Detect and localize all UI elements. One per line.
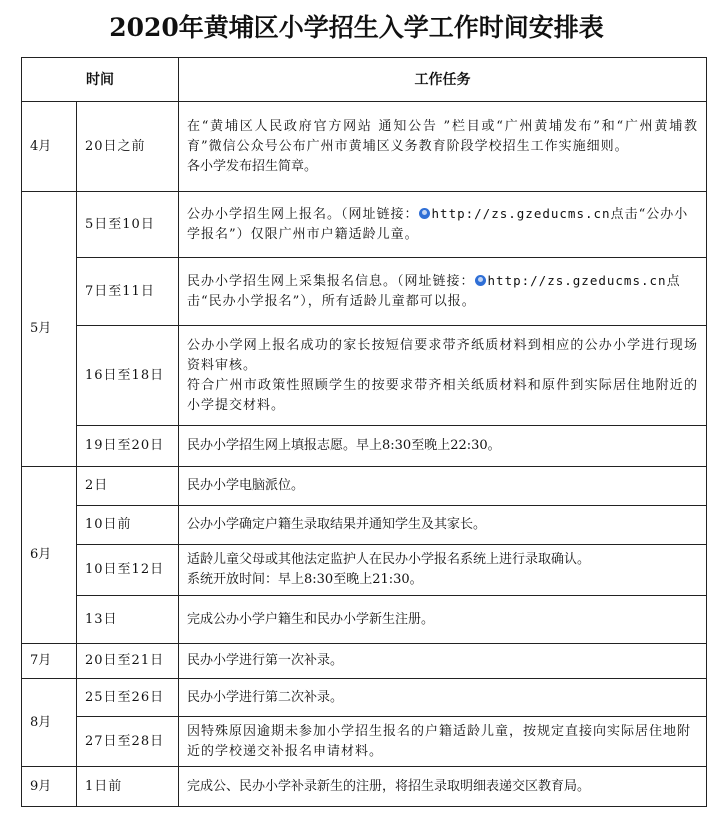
month-cell-june: 6月 (22, 467, 77, 644)
table-row (22, 679, 707, 717)
table-row (22, 644, 707, 679)
task-cell: 完成公办小学户籍生和民办小学新生注册。 (179, 596, 707, 644)
task-text: 适龄儿童父母或其他法定监护人在民办小学报名系统上进行录取确认。 (187, 552, 591, 567)
time-cell: 1日前 (77, 767, 179, 807)
table-row (22, 192, 707, 258)
task-text: 点击“民办小学报名”），所有适龄儿童都可以报。 (187, 274, 681, 309)
header-row (22, 58, 707, 102)
time-cell: 10日前 (77, 506, 179, 545)
time-cell: 13日 (77, 596, 179, 644)
time-cell: 27日至28日 (77, 717, 179, 767)
globe-link-icon (419, 208, 430, 219)
time-cell: 10日至12日 (77, 545, 179, 596)
task-text: 公办小学网上报名成功的家长按短信要求带齐纸质材料到相应的公办小学进行现场资料审核。 (187, 337, 698, 373)
task-cell: 公办小学确定户籍生录取结果并通知学生及其家长。 (179, 506, 707, 545)
task-cell (179, 545, 707, 596)
time-cell: 20日之前 (77, 102, 179, 192)
task-text: 系统开放时间：早上8:30至晚上21:30。 (187, 572, 423, 587)
table-row (22, 596, 707, 644)
url-link[interactable]: http://zs.gzeducms.cn (431, 206, 611, 221)
table-row (22, 467, 707, 506)
time-cell: 5日至10日 (77, 192, 179, 258)
task-cell (179, 326, 707, 426)
table-row (22, 258, 707, 326)
header-time: 时间 (22, 58, 179, 102)
task-cell: 民办小学进行第二次补录。 (179, 679, 707, 717)
month-cell-july: 7月 (22, 644, 77, 679)
task-cell: 民办小学电脑派位。 (179, 467, 707, 506)
schedule-table (21, 57, 707, 807)
month-cell-april: 4月 (22, 102, 77, 192)
task-cell (179, 102, 707, 192)
task-cell (179, 192, 707, 258)
task-text: 点击“公办小学报名”）仅限广州市户籍适龄儿童。 (187, 207, 689, 242)
month-cell-august: 8月 (22, 679, 77, 767)
time-cell: 7日至11日 (77, 258, 179, 326)
page-title: 2020年黄埔区小学招生入学工作时间安排表 (109, 13, 604, 42)
time-cell: 16日至18日 (77, 326, 179, 426)
table-row (22, 717, 707, 767)
task-text: 公办小学招生网上报名。（网址链接： (187, 207, 419, 222)
task-cell (179, 258, 707, 326)
task-text: 在“黄埔区人民政府官方网站 通知公告 ”栏目或“广州黄埔发布”和“广州黄埔教育”微信公众号公布广州市黄埔区义务教育阶段学校招生工作实施细则。 (187, 118, 698, 154)
table-row (22, 326, 707, 426)
task-text: 符合广州市政策性照顾学生的按要求带齐相关纸质材料和原件到实际居住地附近的小学提交材料。 (187, 377, 698, 413)
time-cell: 19日至20日 (77, 426, 179, 467)
task-text: 民办小学招生网上采集报名信息。（网址链接： (187, 274, 475, 289)
time-cell: 20日至21日 (77, 644, 179, 679)
globe-link-icon (475, 275, 486, 286)
task-cell: 因特殊原因逾期未参加小学招生报名的户籍适龄儿童，按规定直接向实际居住地附近的学校递交补报名申请材料。 (179, 717, 707, 767)
table-row (22, 545, 707, 596)
time-cell: 2日 (77, 467, 179, 506)
task-cell: 民办小学招生网上填报志愿。早上8:30至晚上22:30。 (179, 426, 707, 467)
task-cell: 民办小学进行第一次补录。 (179, 644, 707, 679)
time-cell: 25日至26日 (77, 679, 179, 717)
month-cell-september: 9月 (22, 767, 77, 807)
month-cell-may: 5月 (22, 192, 77, 467)
task-cell: 完成公、民办小学补录新生的注册，将招生录取明细表递交区教育局。 (179, 767, 707, 807)
table-row (22, 767, 707, 807)
url-link[interactable]: http://zs.gzeducms.cn (487, 273, 667, 288)
header-task: 工作任务 (179, 58, 707, 102)
table-row (22, 102, 707, 192)
task-text: 各小学发布招生简章。 (187, 158, 318, 174)
table-row (22, 506, 707, 545)
table-row (22, 426, 707, 467)
